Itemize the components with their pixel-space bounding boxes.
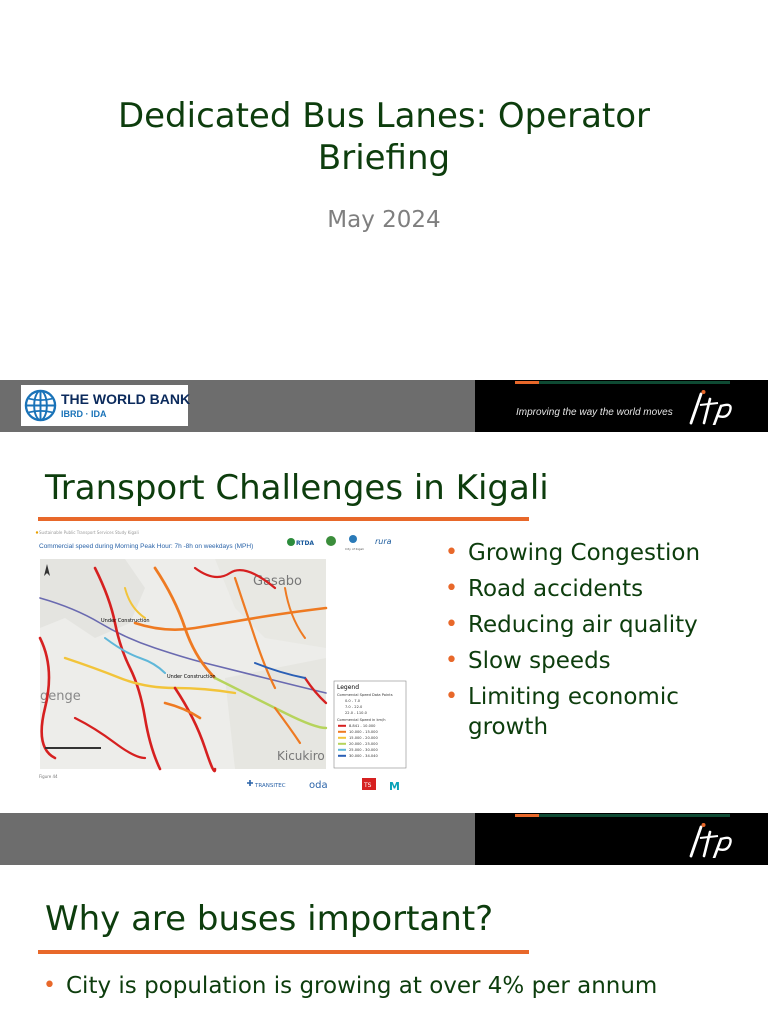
world-bank-logo xyxy=(21,385,191,426)
bullet-text: Limiting economic growth xyxy=(468,684,679,740)
legend-speed-title: Commercial Speed in km/h xyxy=(337,718,386,722)
bullet-text: Slow speeds xyxy=(468,648,611,674)
list-item xyxy=(43,971,743,1001)
legend-range-label: 10.000 - 15.000 xyxy=(349,730,378,734)
bullet-icon: • xyxy=(445,648,458,673)
legend-range-label: 25.000 - 30.000 xyxy=(349,748,378,752)
oda-logo: oda xyxy=(309,780,328,791)
legend-range-label: 15.000 - 20.000 xyxy=(349,736,378,740)
challenges-list xyxy=(445,538,745,748)
legend-points-title: Commercial Speed Data Points xyxy=(337,693,393,697)
slide-title: Transport Challenges in Kigali xyxy=(45,468,549,508)
banner-stripe-green xyxy=(539,814,730,817)
list-item xyxy=(445,574,745,604)
construction-callout: Under Construction xyxy=(101,618,150,624)
legend-range-label: 8.841 - 10.000 xyxy=(349,724,376,728)
bullet-text: Growing Congestion xyxy=(468,540,701,566)
legend-title: Legend xyxy=(337,684,360,691)
header-banner xyxy=(0,813,768,865)
header-banner xyxy=(0,380,768,432)
title-underline xyxy=(38,950,529,954)
map-figure xyxy=(35,528,411,796)
city-of-kigali-logo: City of Kigali xyxy=(345,547,364,551)
bullet-icon: • xyxy=(445,576,458,601)
map-legend xyxy=(334,681,406,768)
partner-logos xyxy=(287,535,392,551)
area-label-nyarugenge: genge xyxy=(40,689,81,704)
bullet-icon: • xyxy=(445,612,458,637)
metro-logo: M xyxy=(389,780,400,793)
list-item xyxy=(445,538,745,568)
list-item xyxy=(445,646,745,676)
itp-logo-icon xyxy=(688,822,738,858)
itp-tagline: Improving the way the world moves xyxy=(516,407,673,418)
title-slide xyxy=(0,0,768,380)
list-item xyxy=(445,610,745,640)
slide-transport-challenges xyxy=(0,380,768,813)
logo-subtitle: IBRD · IDA xyxy=(61,409,107,419)
bullet-icon: • xyxy=(445,540,458,565)
title-underline xyxy=(38,517,529,521)
bullet-text: City is population is growing at over 4% per annum xyxy=(66,973,658,999)
logo-name: THE WORLD BANK xyxy=(61,391,191,407)
area-label-kicukiro: Kicukiro xyxy=(277,749,325,763)
itp-banner xyxy=(475,380,768,432)
ts-logo: TS xyxy=(364,782,372,789)
kigali-speed-map xyxy=(35,528,411,796)
banner-stripe-green xyxy=(539,381,730,384)
legend-range-label: 20.000 - 25.000 xyxy=(349,742,378,746)
globe-icon xyxy=(24,389,57,422)
list-item xyxy=(445,682,745,742)
figure-label: Figure 44 xyxy=(39,774,58,779)
presentation-title: Dedicated Bus Lanes: Operator Briefing xyxy=(117,96,651,178)
legend-point-range: 22.0 - 110.0 xyxy=(345,711,367,715)
map-header-bullet xyxy=(36,531,38,533)
legend-point-range: 0.0 - 7.0 xyxy=(345,699,361,703)
itp-logo-icon xyxy=(688,389,738,425)
footer-logos xyxy=(247,778,400,793)
rura-logo: rura xyxy=(375,537,392,546)
scale-bar xyxy=(45,747,101,749)
map-caption: Commercial speed during Morning Peak Hour: 7h -8h on weekdays (MPH) xyxy=(39,543,254,550)
slide-title: Why are buses important? xyxy=(45,899,494,939)
bullet-text: Road accidents xyxy=(468,576,644,602)
map-header-note: Sustainable Public Transport Services Study Kigali xyxy=(39,530,139,535)
bullet-text: Reducing air quality xyxy=(468,612,698,638)
bullet-icon: • xyxy=(445,684,458,709)
reasons-list xyxy=(43,971,743,1001)
slide-why-buses xyxy=(0,813,768,1024)
itp-banner xyxy=(475,813,768,865)
legend-point-range: 7.0 - 22.0 xyxy=(345,705,363,709)
presentation-date: May 2024 xyxy=(327,207,441,233)
banner-stripe-orange xyxy=(515,381,539,384)
bullet-icon: • xyxy=(43,973,56,998)
rtda-logo: RTDA xyxy=(296,540,315,547)
construction-callout: Under Construction xyxy=(167,674,216,680)
transitec-logo: TRANSITEC xyxy=(255,783,286,789)
legend-range-label: 30.000 - 34.040 xyxy=(349,754,378,758)
banner-stripe-orange xyxy=(515,814,539,817)
area-label-gasabo: Gasabo xyxy=(253,574,302,589)
